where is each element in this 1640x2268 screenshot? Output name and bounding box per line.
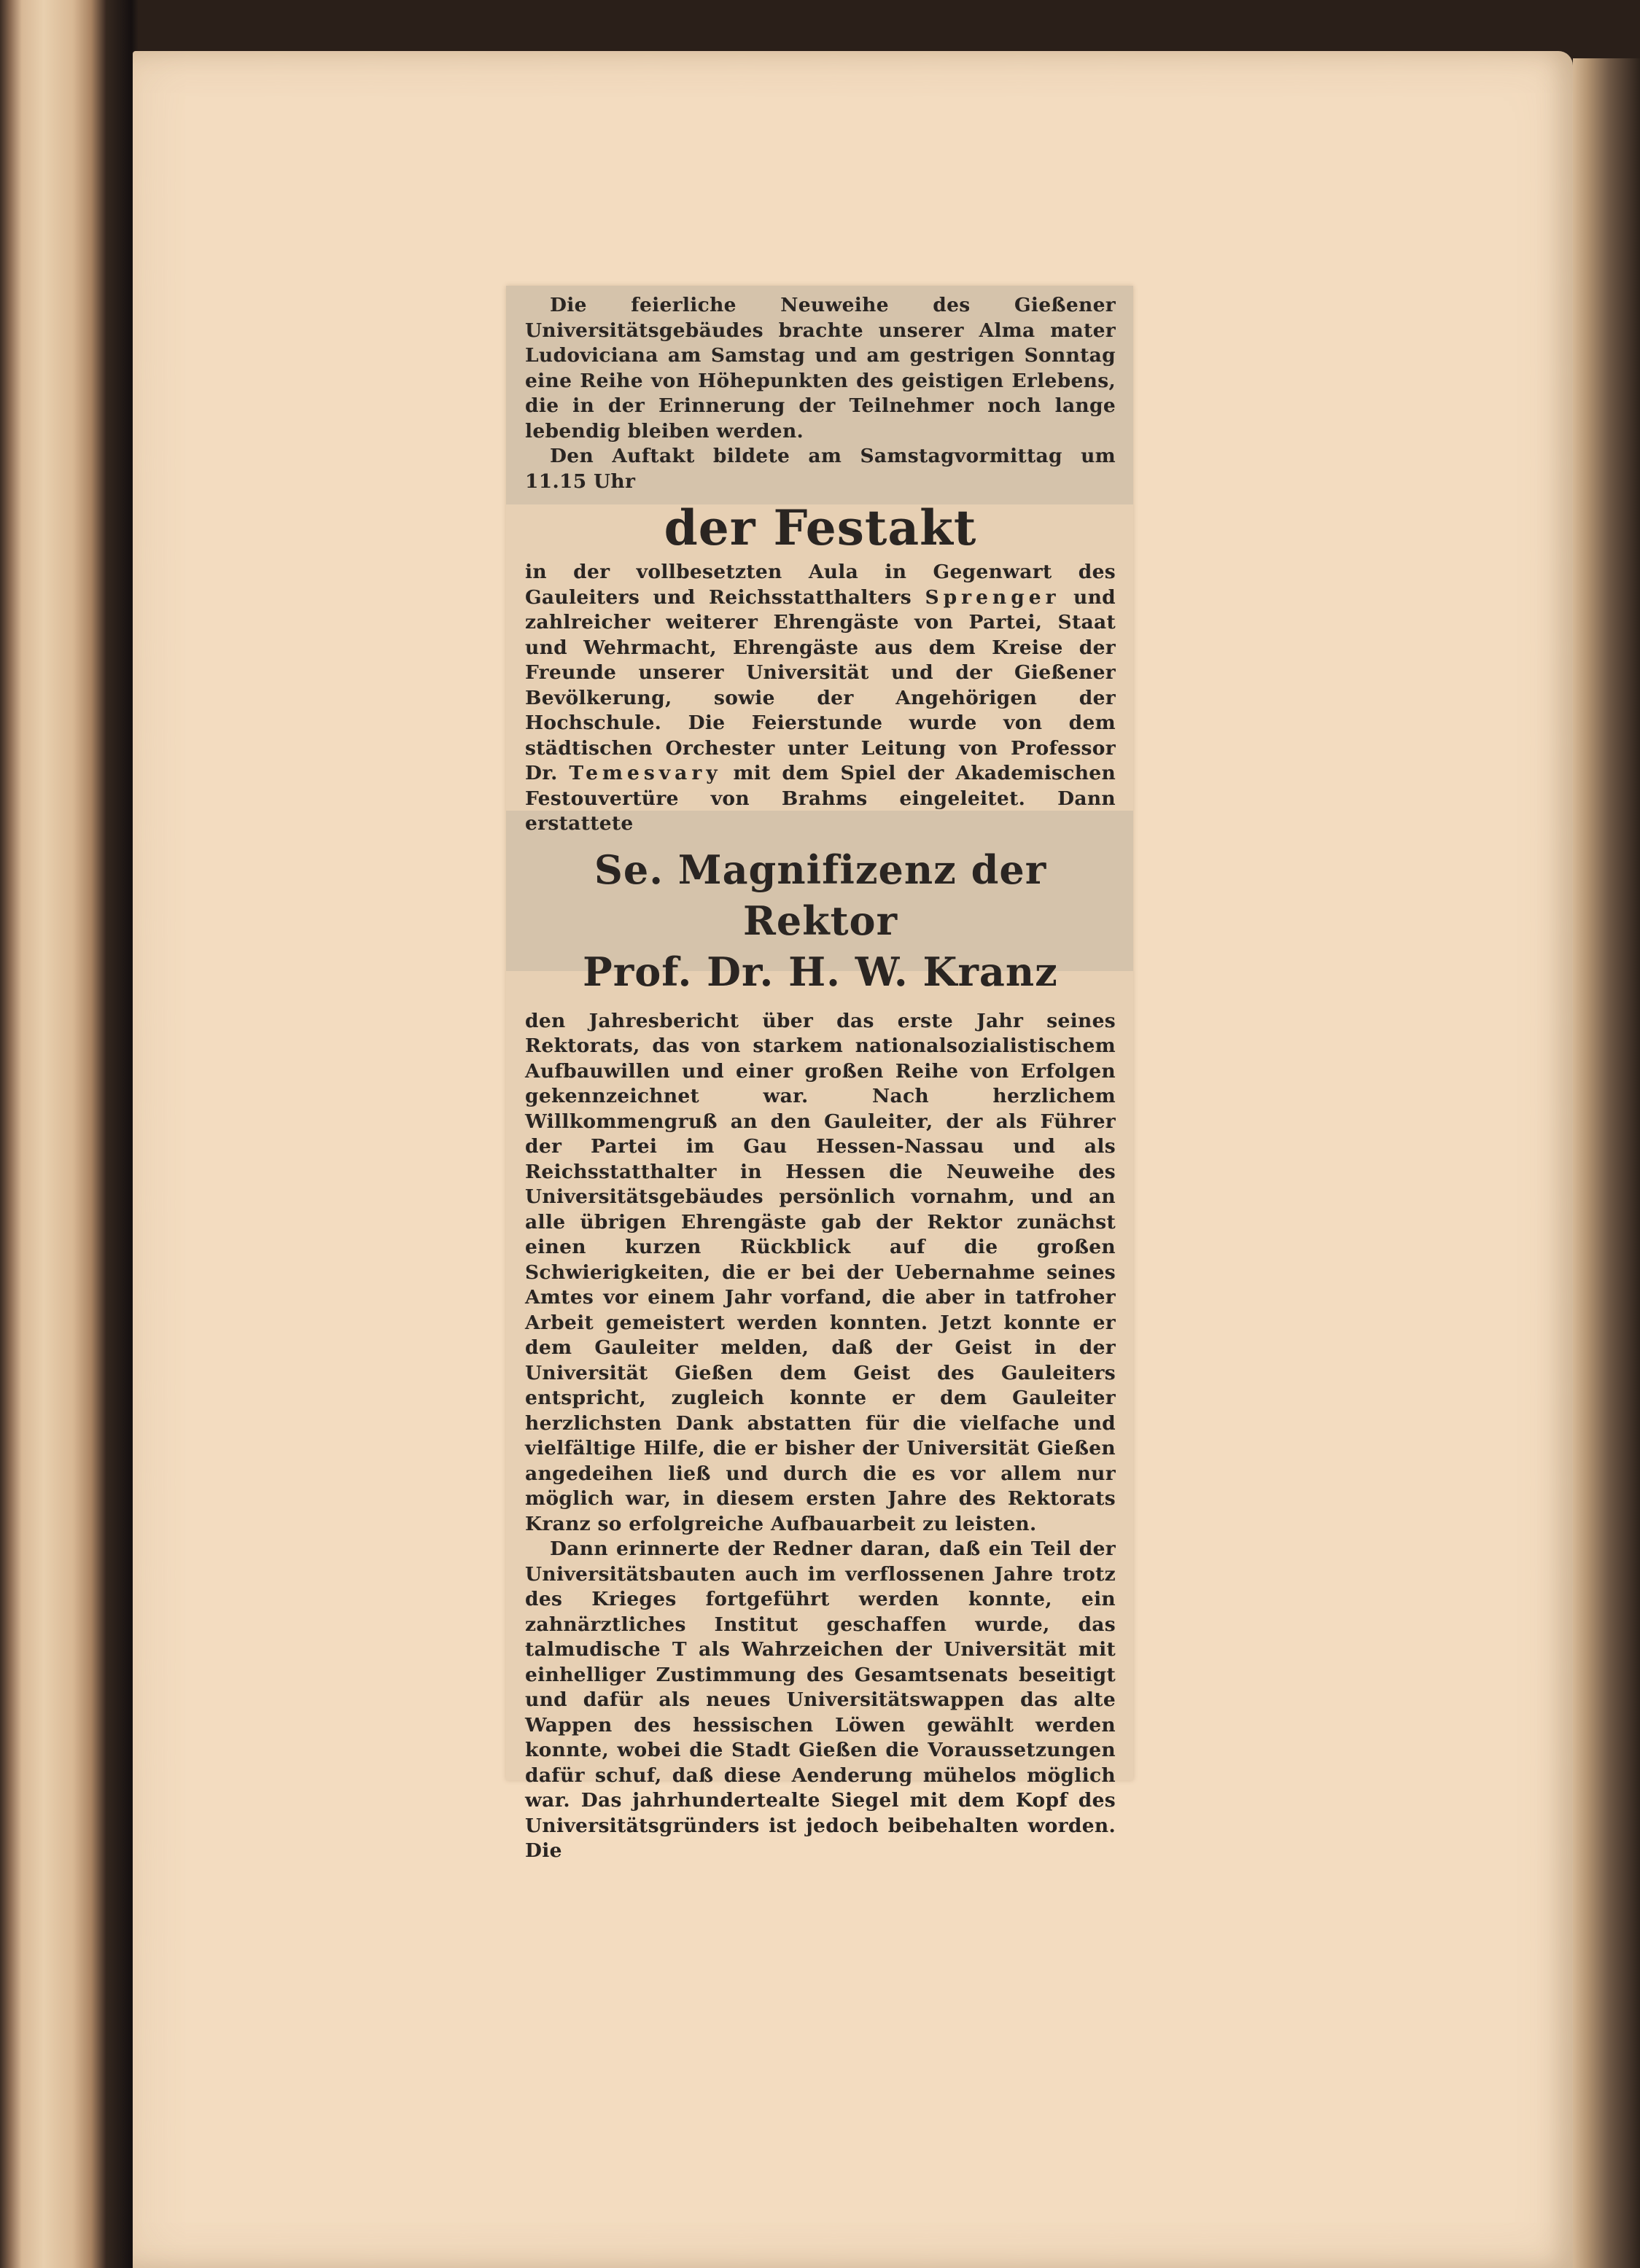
clipping-text xyxy=(525,293,1116,1864)
heading-rektor-line1: Se. Magnifizenz der Rektor xyxy=(594,846,1047,944)
name-temesvary: Temesvary xyxy=(569,762,722,784)
festakt-text-b: und zahlreicher weiterer Ehrengäste von Partei, Staat und Wehrmacht, Ehrengäste aus dem Kreise der Freunde unserer Universität und der Gießener Bevölkerung, sowie der Angehörigen der Hochschule. Die Feierstunde wurde von dem städtischen Orchester unter Leitung von Professor Dr. xyxy=(525,585,1116,784)
left-page-edge xyxy=(0,0,106,2268)
heading-rektor xyxy=(525,844,1116,997)
lead-sentence: Den Auftakt bildete am Samstagvormittag um 11.15 Uhr xyxy=(525,445,1116,493)
heading-festakt: der Festakt xyxy=(664,499,977,556)
right-page-edge xyxy=(1573,58,1640,2268)
festakt-text-c: mit dem Spiel der Akademischen Festouvertüre von Brahms eingeleitet. Dann erstattete xyxy=(525,762,1116,835)
jahresbericht-paragraph: den Jahresbericht über das erste Jahr seines Rektorats, das von starkem nationalsozialistischem Aufbauwillen und einer großen Reihe von Erfolgen gekennzeichnet war. Nach herzlichem Willkommengruß an den Gauleiter, der als Führer der Partei im Gau Hessen-Nassau und als Reichsstatthalter in Hessen die Neuweihe des Universitätsgebäudes persönlich vornahm, und an alle übrigen Ehrengäste gab der Rektor zunächst einen kurzen Rückblick auf die großen Schwierigkeiten, die er bei der Uebernahme seines Amtes vor einem Jahr vorfand, die aber in tatfroher Arbeit gemeistert werden konnten. Jetzt konnte er dem Gauleiter melden, daß der Geist in der Universität Gießen dem Geist des Gauleiters entspricht, zugleich konnte er dem Gauleiter herzlichsten Dank abstatten für die vielfache und vielfältige Hilfe, die er bisher der Universität Gießen angedeihen ließ und durch die es vor allem nur möglich war, in diesem ersten Jahre des Rektorats Kranz so erfolgreiche Aufbauarbeit zu leisten. xyxy=(525,1009,1116,1535)
newspaper-clipping xyxy=(506,286,1133,1862)
heading-rektor-line2: Prof. Dr. H. W. Kranz xyxy=(583,948,1058,995)
intro-paragraph: Die feierliche Neuweihe des Gießener Universitätsgebäudes brachte unserer Alma mater Ludoviciana am Samstag und am gestrigen Sonntag eine Reihe von Höhepunkten des geistigen Erlebens, die in der Erinnerung der Teilnehmer noch lange lebendig bleiben werden. xyxy=(525,294,1116,443)
name-sprenger: Sprenger xyxy=(925,585,1060,609)
festakt-text-a: in der vollbesetzten Aula in Gegenwart des Gauleiters und Reichsstatthalters xyxy=(525,561,1116,609)
universitaetsbauten-paragraph: Dann erinnerte der Redner daran, daß ein Teil der Universitätsbauten auch im verflossenen Jahre trotz des Krieges fortgeführt werden konnte, ein zahnärztliches Institut geschaffen wurde, das talmudische T als Wahrzeichen der Universität mit einhelliger Zustimmung des Gesamtsenats beseitigt und dafür als neues Universitätswappen das alte Wappen des hessischen Löwen gewählt werden konnte, wobei die Stadt Gießen die Voraussetzungen dafür schuf, daß diese Aenderung mühelos möglich war. Das jahrhundertealte Siegel mit dem Kopf des Universitätsgründers ist jedoch beibehalten worden. Die xyxy=(525,1538,1116,1862)
festakt-paragraph xyxy=(525,560,1116,837)
